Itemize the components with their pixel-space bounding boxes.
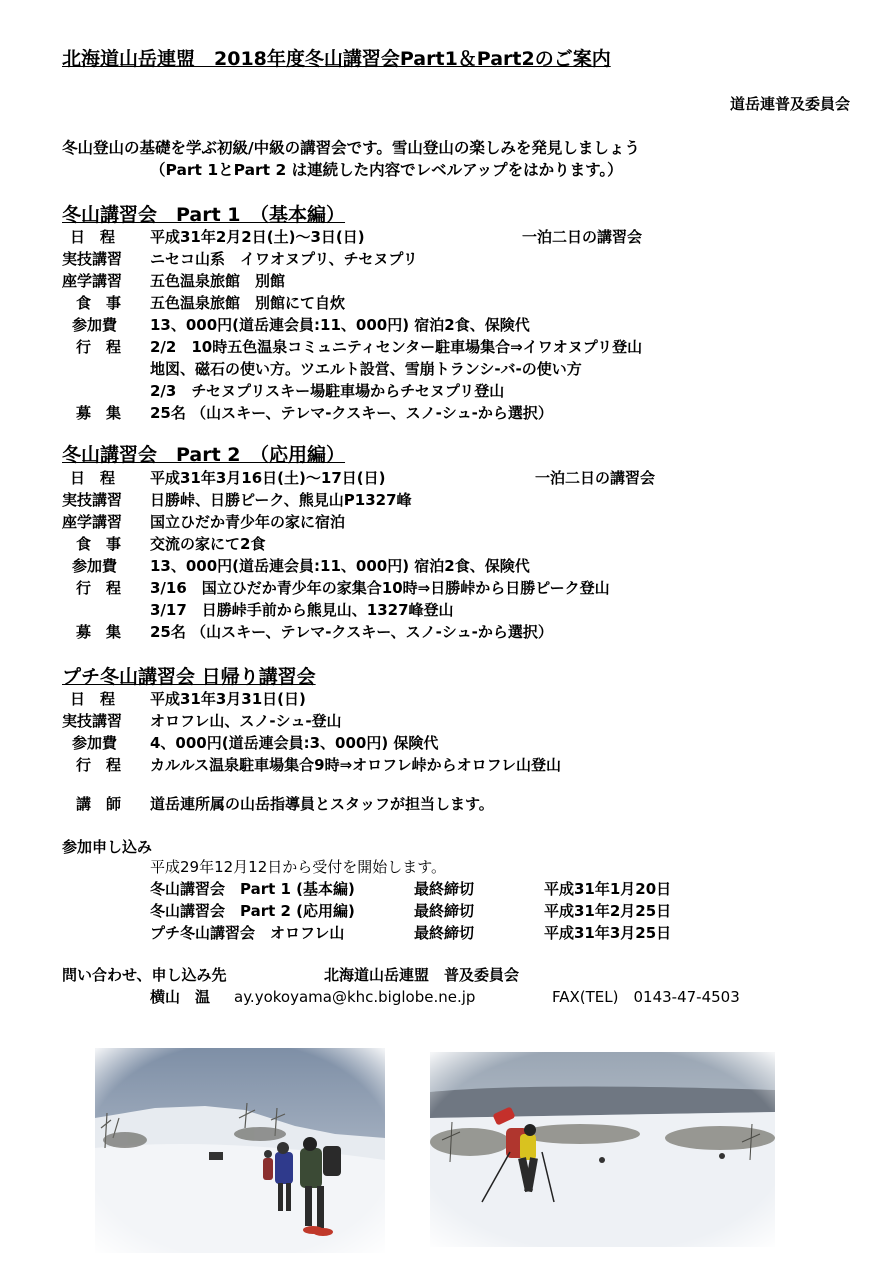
petit-practical: オロフレ山、スノ-シュ-登山 [150,712,342,730]
part2-itinerary-2: 3/17 日勝峠手前から熊見山、1327峰登山 [150,601,454,619]
part2-itinerary-1: 3/16 国立ひだか青少年の家集合10時⇒日勝峠から日勝ピーク登山 [150,579,610,597]
part1-practical: ニセコ山系 イワオヌプリ、チセヌプリ [150,250,418,268]
snowshoe-photo-drawing [95,1048,385,1253]
part2-meals-label: 食 事 [76,535,122,553]
petit-schedule-label: 日 程 [70,690,116,708]
part2-schedule: 平成31年3月16日(土)～17日(日) [150,469,386,487]
part2-classroom-label: 座学講習 [62,513,123,531]
part1-schedule-label: 日 程 [70,228,116,246]
contact-label: 問い合わせ、申し込み先 [62,966,227,984]
part1-fee: 13、000円(道岳連会員:11、000円) 宿泊2食、保険代 [150,316,530,334]
deadline-row [150,878,671,900]
deadline-label: 最終締切 [414,880,475,898]
deadline-date: 平成31年2月25日 [544,902,672,920]
part1-practical-label: 実技講習 [62,250,123,268]
photo-snowshoe-group [95,1048,385,1253]
petit-itinerary: カルルス温泉駐車場集合9時⇒オロフレ峠からオロフレ山登山 [150,756,561,774]
contact-row [62,964,519,986]
part1-classroom-label: 座学講習 [62,272,123,290]
part2-schedule-note: 一泊二日の講習会 [535,469,656,487]
page-title: 北海道山岳連盟 2018年度冬山講習会Part1＆Part2のご案内 [62,48,611,70]
deadline-course: 冬山講習会 Part 2 (応用編) [150,902,355,920]
organizer: 道岳連普及委員会 [729,95,850,113]
petit-practical-label: 実技講習 [62,712,123,730]
contact-fax: FAX(TEL) 0143-47-4503 [552,988,740,1006]
petit-heading: プチ冬山講習会 日帰り講習会 [62,666,316,688]
intro-line-2: （Part 1とPart 2 は連続した内容でレベルアップをはかります。） [150,161,623,179]
part1-itinerary-1: 2/2 10時五色温泉コミュニティセンター駐車場集合⇒イワオヌプリ登山 [150,338,643,356]
contact-details [150,986,740,1008]
application-heading: 参加申し込み [62,838,153,856]
deadline-date: 平成31年3月25日 [544,924,672,942]
part1-itinerary-3: 2/3 チセヌプリスキー場駐車場からチセヌプリ登山 [150,382,505,400]
part1-itinerary-2: 地図、磁石の使い方。ツエルト設営、雪崩トランシ-バ-の使い方 [150,360,582,378]
deadline-label: 最終締切 [414,924,475,942]
part1-fee-label: 参加費 [72,316,118,334]
petit-fee: 4、000円(道岳連会員:3、000円) 保険代 [150,734,439,752]
contact-name: 横山 温 [150,988,211,1006]
petit-fee-label: 参加費 [72,734,118,752]
application-block [150,856,671,944]
part2-details [62,467,655,643]
instructor-text: 道岳連所属の山岳指導員とスタッフが担当します。 [150,795,494,813]
part1-heading: 冬山講習会 Part 1 （基本編） [62,204,346,226]
part1-recruit-label: 募 集 [76,404,122,422]
part2-recruit-label: 募 集 [76,623,122,641]
part2-fee: 13、000円(道岳連会員:11、000円) 宿泊2食、保険代 [150,557,530,575]
part2-heading: 冬山講習会 Part 2 （応用編） [62,444,346,466]
contact-email[interactable]: ay.yokoyama@khc.biglobe.ne.jp [234,988,476,1006]
part1-details [62,226,642,424]
contact-org: 北海道山岳連盟 普及委員会 [324,966,520,984]
part2-fee-label: 参加費 [72,557,118,575]
instructor-row [62,793,494,815]
part1-itinerary-label: 行 程 [76,338,122,356]
petit-schedule: 平成31年3月31日(日) [150,690,306,708]
application-start: 平成29年12月12日から受付を開始します。 [150,858,447,876]
part2-itinerary-label: 行 程 [76,579,122,597]
part1-schedule-note: 一泊二日の講習会 [522,228,643,246]
deadline-label: 最終締切 [414,902,475,920]
part2-practical: 日勝峠、日勝ピーク、熊見山P1327峰 [150,491,412,509]
skier-photo-drawing [430,1052,775,1247]
part2-recruit: 25名 （山スキー、テレマ-クスキー、スノ-シュ-から選択） [150,623,553,641]
photo-skier [430,1052,775,1247]
deadline-row [150,900,671,922]
deadline-course: 冬山講習会 Part 1 (基本編) [150,880,355,898]
deadline-row [150,922,671,944]
part1-meals: 五色温泉旅館 別館にて自炊 [150,294,346,312]
deadline-date: 平成31年1月20日 [544,880,672,898]
part1-schedule: 平成31年2月2日(土)～3日(日) [150,228,365,246]
part2-classroom: 国立ひだか青少年の家に宿泊 [150,513,346,531]
deadline-course: プチ冬山講習会 オロフレ山 [150,924,345,942]
part1-meals-label: 食 事 [76,294,122,312]
instructor-label: 講 師 [76,795,122,813]
petit-itinerary-label: 行 程 [76,756,122,774]
part1-recruit: 25名 （山スキー、テレマ-クスキー、スノ-シュ-から選択） [150,404,553,422]
petit-details [62,688,561,776]
part2-practical-label: 実技講習 [62,491,123,509]
part1-classroom: 五色温泉旅館 別館 [150,272,286,290]
intro-line-1: 冬山登山の基礎を学ぶ初級/中級の講習会です。雪山登山の楽しみを発見しましょう [62,139,640,157]
part2-meals: 交流の家にて2食 [150,535,266,553]
part2-schedule-label: 日 程 [70,469,116,487]
